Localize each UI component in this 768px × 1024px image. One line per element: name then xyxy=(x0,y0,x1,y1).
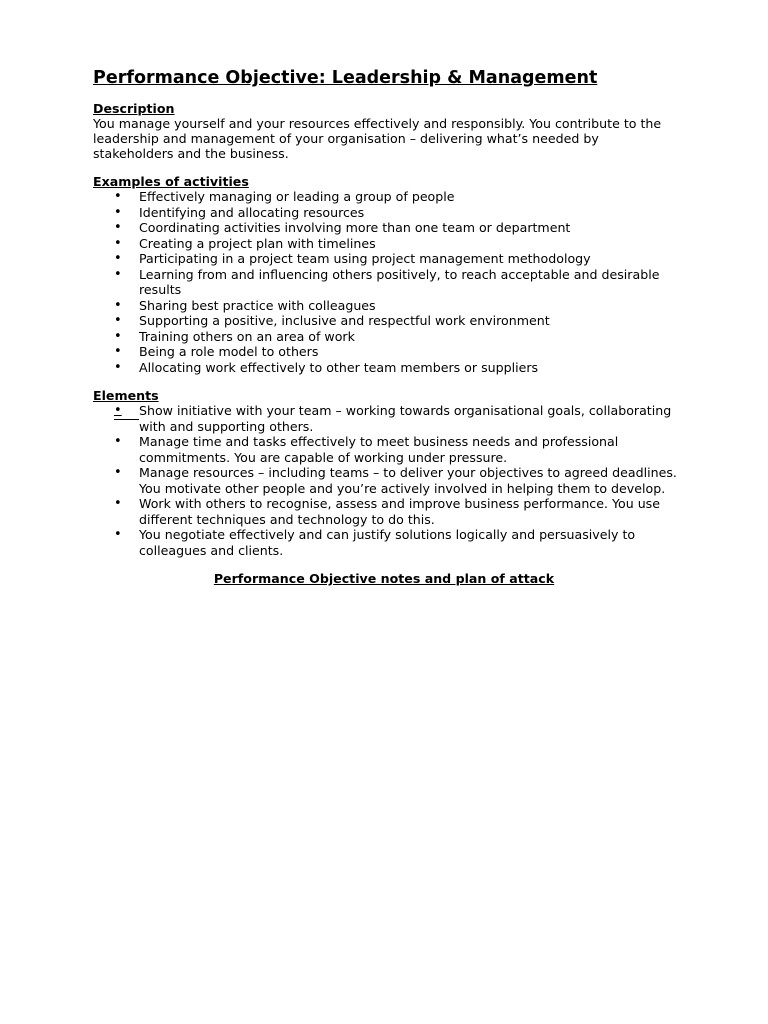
list-item: • Allocating work effectively to other team members or suppliers xyxy=(93,360,683,376)
examples-heading: Examples of activities xyxy=(93,174,249,189)
list-item: • You negotiate effectively and can justify solutions logically and persuasively to colleagues and clients. xyxy=(93,527,683,558)
list-item: • Effectively managing or leading a group of people xyxy=(93,189,683,205)
list-item: • Participating in a project team using project management methodology xyxy=(93,251,683,267)
bullet-underline xyxy=(114,419,139,420)
list-item: • Manage resources – including teams – to deliver your objectives to agreed deadlines. You motivate other people and you’re actively involved in helping them to develop. xyxy=(93,465,683,496)
elements-heading: Elements xyxy=(93,388,159,403)
document-page xyxy=(93,66,683,586)
list-item: • Work with others to recognise, assess and improve business performance. You use different techniques and technology to do this. xyxy=(93,496,683,527)
document-title: Performance Objective: Leadership & Management xyxy=(93,68,598,88)
list-item: • Coordinating activities involving more than one team or department xyxy=(93,220,683,236)
list-item-text: Show initiative with your team – working towards organisational goals, collaborating with and supporting others. xyxy=(139,403,672,434)
list-item: • Learning from and influencing others positively, to reach acceptable and desirable results xyxy=(93,267,683,298)
list-item: • Sharing best practice with colleagues xyxy=(93,298,683,314)
list-item: • Supporting a positive, inclusive and respectful work environment xyxy=(93,313,683,329)
list-item: • Being a role model to others xyxy=(93,344,683,360)
list-item xyxy=(93,403,683,434)
plan-heading: Performance Objective notes and plan of attack xyxy=(213,571,555,586)
list-item: • Creating a project plan with timelines xyxy=(93,236,683,252)
description-text: You manage yourself and your resources effectively and responsibly. You contribute to the leadership and management of your organisation – delivering what’s needed by stakeholders and the business. xyxy=(93,116,662,161)
description-heading: Description xyxy=(93,101,175,116)
list-item: • Training others on an area of work xyxy=(93,329,683,345)
examples-list xyxy=(93,189,683,375)
elements-list xyxy=(93,403,683,558)
list-item: • Manage time and tasks effectively to meet business needs and professional commitments. You are capable of working under pressure. xyxy=(93,434,683,465)
list-item: • Identifying and allocating resources xyxy=(93,205,683,221)
